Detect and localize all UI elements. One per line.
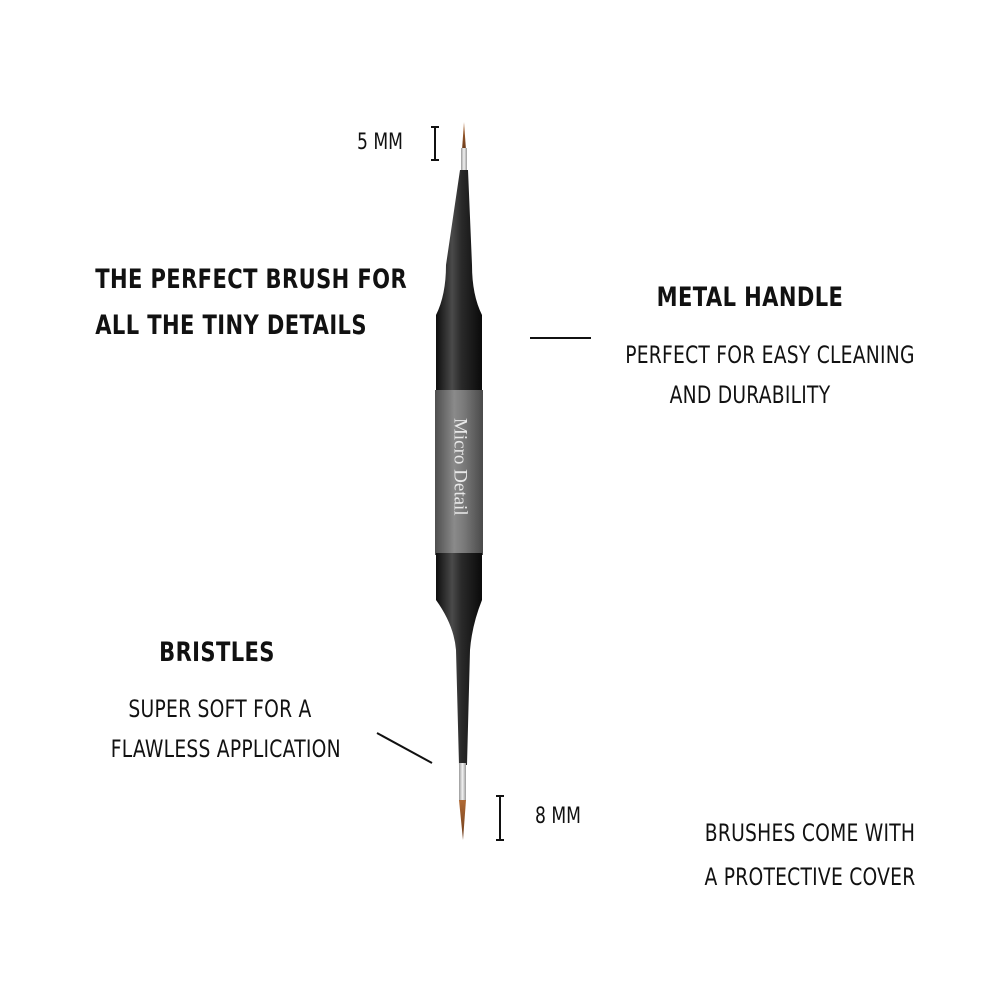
top-handle [436,170,482,392]
bottom-handle [436,553,482,765]
bottom-measurement: 8 MM [535,804,581,829]
headline-line-2: ALL THE TINY DETAILS [95,310,367,341]
metal-handle-line-2: AND DURABILITY [669,381,831,409]
top-measure-marker [431,127,439,160]
bottom-measure-marker [496,796,504,840]
metal-handle-line-1: PERFECT FOR EASY CLEANING [625,341,915,369]
top-measurement: 5 MM [357,130,403,155]
cover-note-line-2: A PROTECTIVE COVER [704,863,916,891]
bristles-title: BRISTLES [159,637,275,668]
headline-line-1: THE PERFECT BRUSH FOR [95,264,408,295]
brush-label: Micro Detail [449,418,471,516]
bottom-ferrule [459,763,466,801]
top-ferrule [461,148,467,170]
bristles-callout-line [377,733,432,763]
bottom-bristle-tip [459,800,466,840]
bristles-line-1: SUPER SOFT FOR A [128,695,312,723]
cover-note-line-1: BRUSHES COME WITH [704,819,916,847]
bristles-line-2: FLAWLESS APPLICATION [110,735,341,763]
metal-handle-title: METAL HANDLE [656,282,844,313]
top-bristle-tip [462,122,466,150]
